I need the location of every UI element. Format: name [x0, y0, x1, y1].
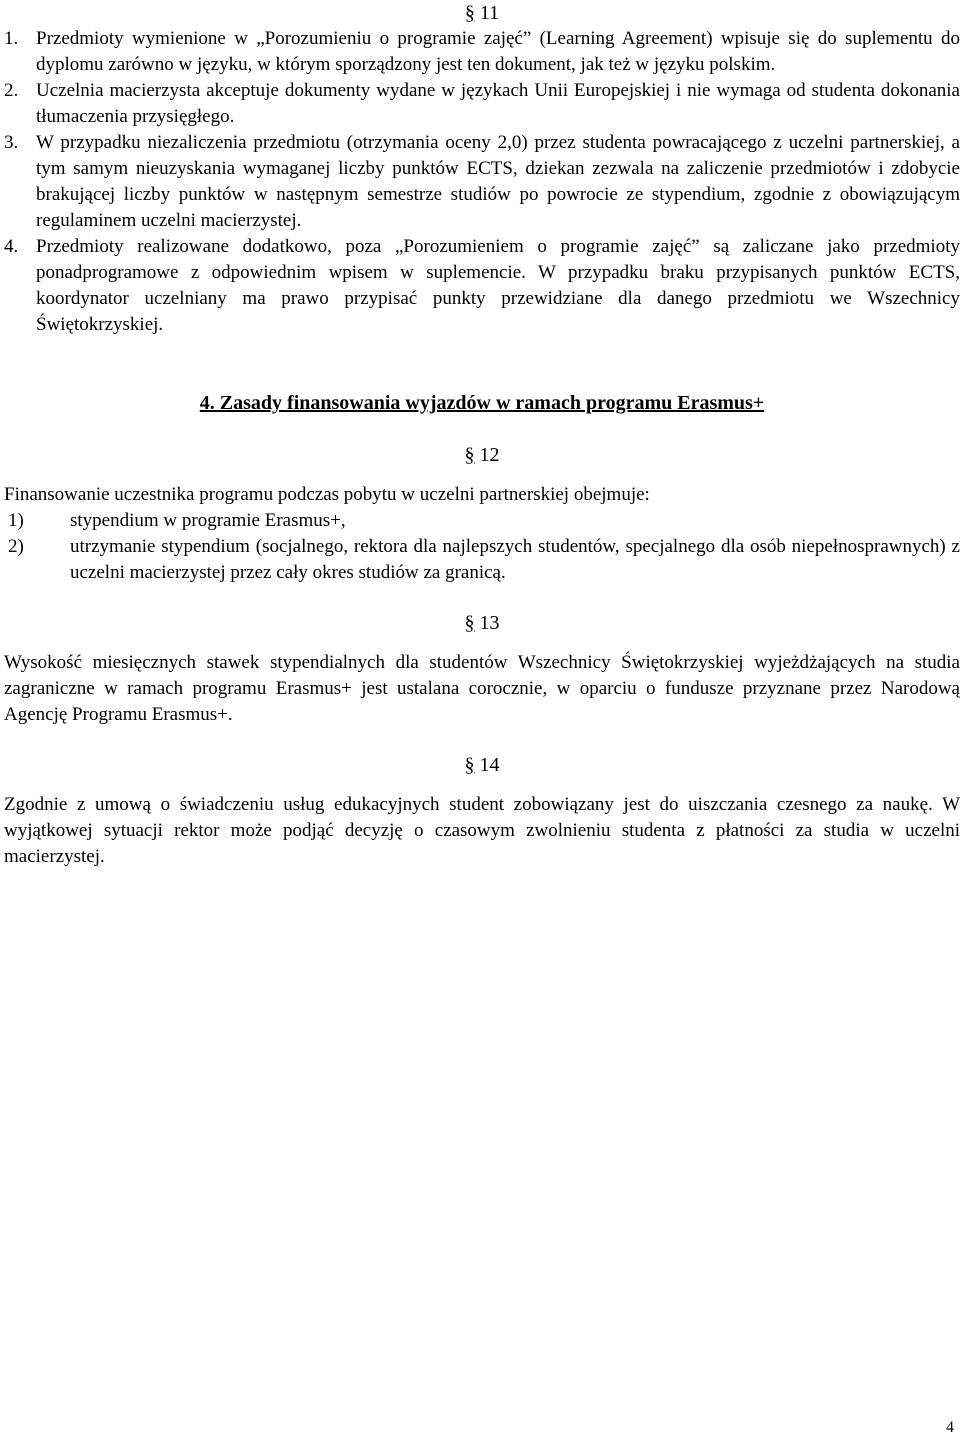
list-item — [4, 234, 960, 338]
list-item — [4, 78, 960, 130]
item-text: Uczelnia macierzysta akceptuje dokumenty wydane w językach Unii Europejskiej i nie wymaga od studenta dokonania tłumaczenia przysięgłego. — [36, 80, 960, 127]
section-sign: § — [464, 754, 475, 776]
paragraph-heading-12 — [4, 442, 960, 468]
item-text: stypendium w programie Erasmus+, — [70, 510, 346, 531]
item-text: Przedmioty realizowane dodatkowo, poza „Porozumieniem o programie zajęć” są zaliczane jako przedmioty ponadprogramowe z odpowiednim wpisem w suplemencie. W przypadku braku przypisanych punktów ECTS, koordynator uczelniany ma prawo przypisać punkty przewidziane dla danego przedmiotu we Wszechnicy Świętokrzyskiej. — [36, 236, 960, 335]
item-number: 3. — [4, 132, 19, 153]
paragraph-heading-14 — [4, 752, 960, 778]
list-item — [4, 534, 960, 586]
section-sign: § — [464, 2, 475, 24]
paragraph-13-text: Wysokość miesięcznych stawek stypendialnych dla studentów Wszechnicy Świętokrzyskiej wyjeżdżających na studia zagraniczne w ramach programu Erasmus+ jest ustalana corocznie, w oparciu o fundusze przyznane przez Narodową Agencję Programu Erasmus+. — [4, 652, 960, 725]
paragraph-number: 14 — [479, 754, 500, 776]
page-number: 4 — [946, 1419, 954, 1436]
item-text: Przedmioty wymienione w „Porozumieniu o programie zajęć” (Learning Agreement) wpisuje się do suplementu do dyplomu zarówno w języku, w którym sporządzony jest ten dokument, jak też w języku polskim. — [36, 28, 960, 75]
list-item — [4, 130, 960, 234]
paragraph-heading-13 — [4, 610, 960, 636]
item-number: 1) — [8, 510, 24, 531]
paragraph-number: 11 — [479, 2, 500, 24]
item-text: utrzymanie stypendium (socjalnego, rektora dla najlepszych studentów, specjalnego dla osób niepełnosprawnych) z uczelni macierzystej przez cały okres studiów za granicą. — [70, 536, 960, 583]
item-number: 4. — [4, 236, 19, 257]
section-title-text: 4. Zasady finansowania wyjazdów w ramach programu Erasmus+ — [199, 392, 765, 414]
paragraph-12-intro: Finansowanie uczestnika programu podczas pobytu w uczelni partnerskiej obejmuje: — [4, 484, 650, 505]
section-title — [4, 390, 960, 416]
paragraph-14-text: Zgodnie z umową o świadczeniu usług edukacyjnych student zobowiązany jest do uiszczania czesnego za naukę. W wyjątkowej sytuacji rektor może podjąć decyzję o czasowym zwolnieniu studenta z płatności za studia w uczelni macierzystej. — [4, 794, 960, 867]
paragraph-11-list — [4, 26, 960, 338]
item-number: 2. — [4, 80, 19, 101]
list-item — [4, 26, 960, 78]
paragraph-heading-11 — [4, 0, 960, 26]
list-item — [4, 508, 960, 534]
document-page — [4, 0, 960, 870]
paragraph-number: 12 — [479, 444, 500, 466]
section-sign: § — [464, 444, 475, 466]
paragraph-number: 13 — [479, 612, 500, 634]
section-sign: § — [464, 612, 475, 634]
item-number: 1. — [4, 28, 19, 49]
item-text: W przypadku niezaliczenia przedmiotu (otrzymania oceny 2,0) przez studenta powracającego z uczelni partnerskiej, a tym samym nieuzyskania wymaganej liczby punktów ECTS, dziekan zezwala na zaliczenie przedmiotów i zdobycie brakującej liczby punktów w następnym semestrze studiów po powrocie ze stypendium, zgodnie z obowiązującym regulaminem uczelni macierzystej. — [36, 132, 960, 231]
item-number: 2) — [8, 536, 24, 557]
